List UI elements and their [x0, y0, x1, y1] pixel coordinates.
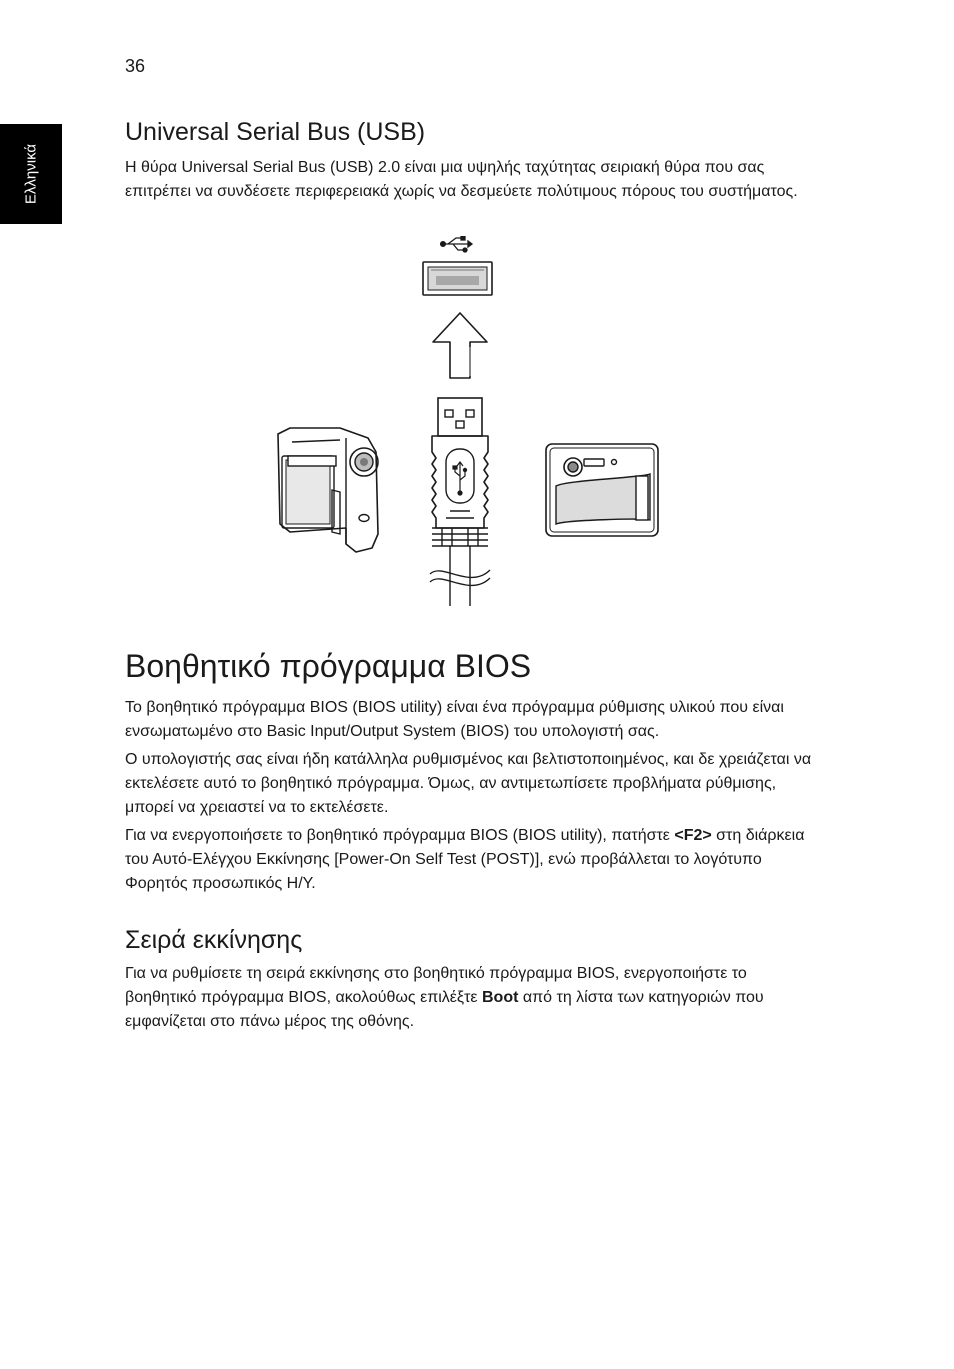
- bios-paragraph-3: [125, 824, 815, 896]
- usb-heading: Universal Serial Bus (USB): [125, 118, 426, 146]
- usb-illustration: [270, 236, 665, 610]
- boot-text-start: Για να ρυθμίσετε τη σειρά εκκίνησης στο βοηθητικό πρόγραμμα BIOS, ενεργοποιήστε το βοηθητικό πρόγραμμα BIOS, ακολούθως επιλέξτε: [125, 965, 747, 1006]
- bios-p3-text-end: στη διάρκεια του Αυτό-Ελέγχου Εκκίνησης [Power-On Self Test (POST)], ενώ προβάλλεται το λογότυπο Φορητός προσωπικός Η/Υ.: [125, 827, 805, 892]
- bios-paragraph-2: Ο υπολογιστής σας είναι ήδη κατάλληλα ρυθμισμένος και βελτιστοποιημένος, και δε χρειάζεται να εκτελέσετε αυτό το βοηθητικό πρόγραμμα. Όμως, αν αντιμετωπίσετε προβλήματα ρύθμισης, μπορεί να χρειαστεί να το εκτελέσετε.: [125, 751, 812, 816]
- boot-keyword: Boot: [482, 989, 519, 1006]
- bios-heading: Βοηθητικό πρόγραμμα BIOS: [125, 648, 532, 684]
- up-arrow-icon: [433, 313, 487, 378]
- boot-heading: Σειρά εκκίνησης: [125, 926, 303, 954]
- usb-icon: [441, 236, 472, 252]
- language-side-tab: [0, 124, 62, 224]
- bios-paragraph-1: Το βοηθητικό πρόγραμμα BIOS (BIOS utility) είναι ένα πρόγραμμα ρύθμισης υλικού που είναι ενσωματωμένο στο Basic Input/Output System (BIOS) του υπολογιστή σας.: [125, 699, 784, 740]
- f2-key: <F2>: [674, 827, 712, 844]
- camcorder-icon: [278, 428, 378, 552]
- usb-port-icon: [423, 262, 492, 295]
- boot-paragraph: [125, 962, 815, 1034]
- language-tab-label: Ελληνικά: [22, 143, 40, 205]
- page-number: 36: [125, 56, 146, 76]
- boot-text-end: από τη λίστα των κατηγοριών που εμφανίζεται στο πάνω μέρος της οθόνης.: [125, 989, 764, 1030]
- usb-paragraph: Η θύρα Universal Serial Bus (USB) 2.0 είναι μια υψηλής ταχύτητας σειριακή θύρα που σας επιτρέπει να συνδέσετε περιφερειακά χωρίς να δεσμεύετε πολύτιμους πόρους του συστήματος.: [125, 159, 798, 200]
- usb-plug-icon: [430, 398, 490, 606]
- digital-camera-icon: [546, 444, 658, 536]
- bios-p3-text-start: Για να ενεργοποιήσετε το βοηθητικό πρόγραμμα BIOS (BIOS utility), πατήστε: [125, 827, 675, 844]
